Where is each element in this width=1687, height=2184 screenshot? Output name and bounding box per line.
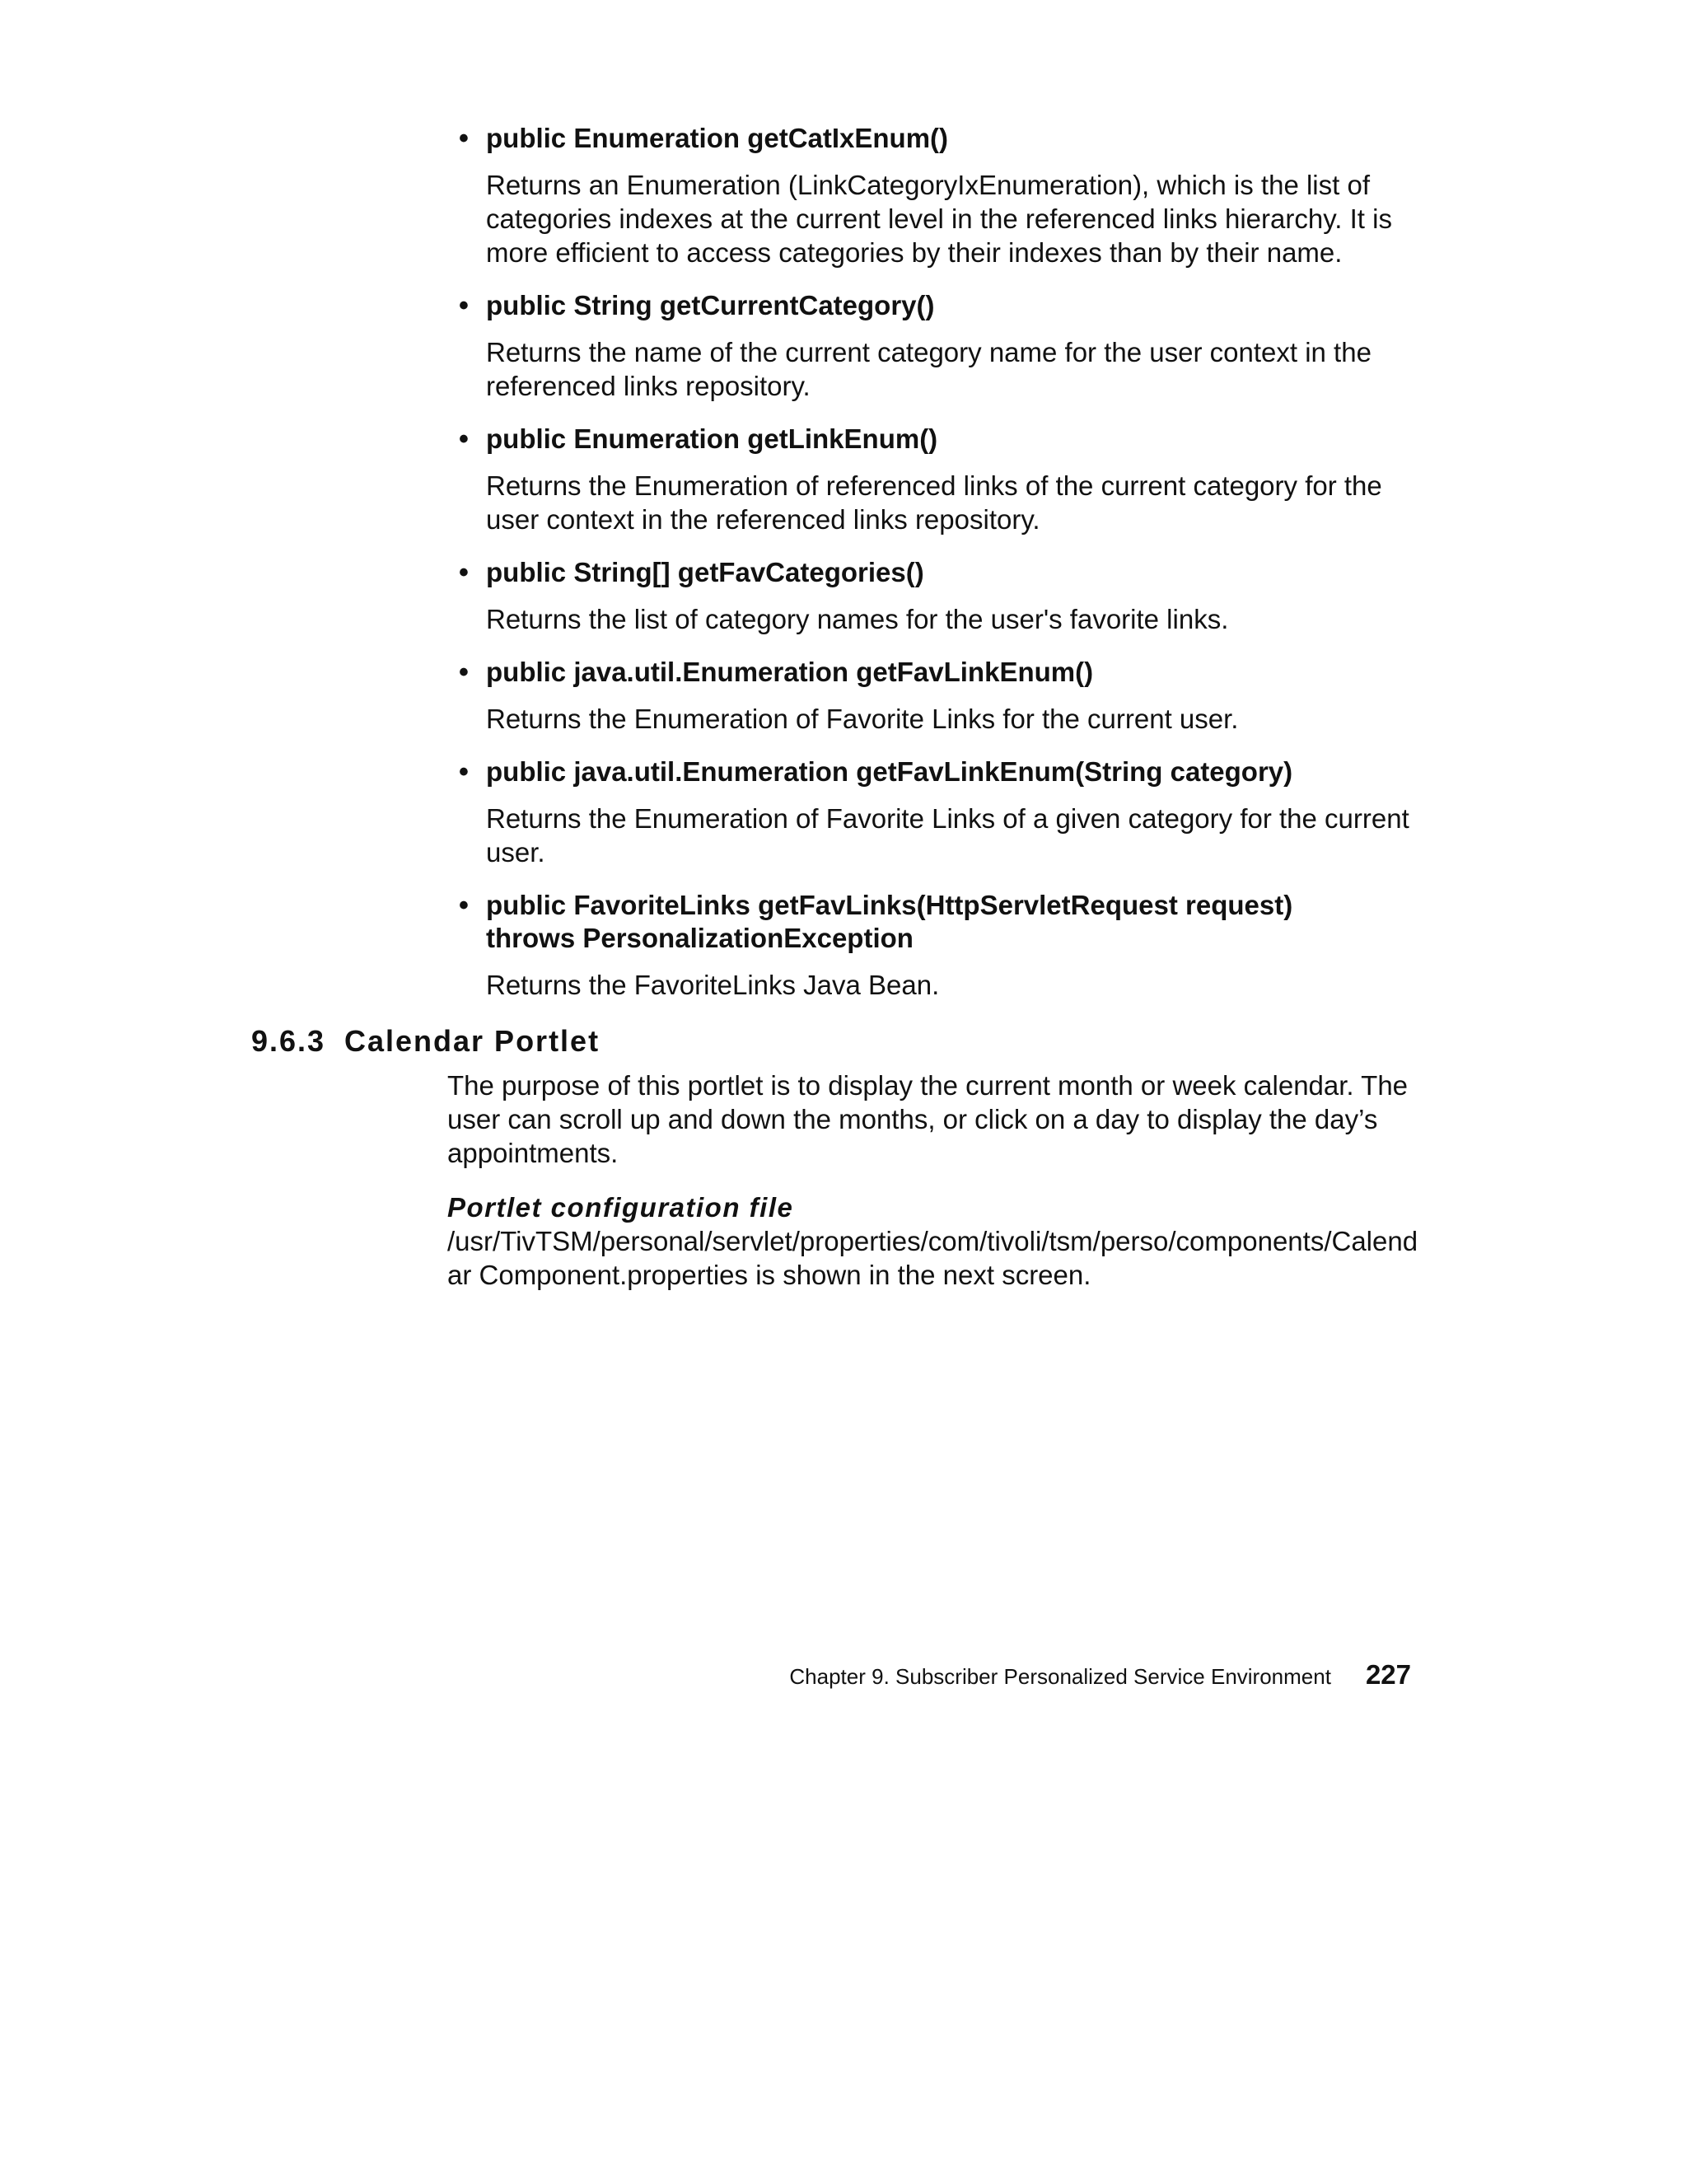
bullet: • — [459, 756, 469, 788]
bullet: • — [459, 123, 469, 154]
method-description: Returns the Enumeration of Favorite Links for the current user. — [486, 704, 1239, 734]
section-title: Calendar Portlet — [344, 1024, 600, 1058]
method-signature: public Enumeration getCatIxEnum() — [486, 123, 949, 153]
page-footer — [789, 1660, 1411, 1691]
method-signature: public String getCurrentCategory() — [486, 290, 935, 320]
method-item-getcurrentcategory — [459, 289, 1423, 403]
bullet: • — [459, 890, 469, 921]
method-description: Returns an Enumeration (LinkCategoryIxEnumeration), which is the list of categories indexes at the current level in the referenced links hierarchy. It is more efficient to access categories by their indexes than by their name. — [486, 170, 1392, 268]
method-signature: public Enumeration getLinkEnum() — [486, 423, 938, 454]
section-heading — [251, 1023, 600, 1059]
footer-chapter-title: Chapter 9. Subscriber Personalized Service Environment — [789, 1664, 1331, 1689]
method-signature: public FavoriteLinks getFavLinks(HttpServletRequest request) throws PersonalizationException — [486, 890, 1293, 953]
method-description: Returns the Enumeration of referenced links of the current category for the user context in the referenced links repository. — [486, 470, 1382, 535]
section-intro: The purpose of this portlet is to display the current month or week calendar. The user can scroll up and down the months, or click on a day to display the day’s appointments. — [447, 1070, 1409, 1168]
bullet: • — [459, 423, 469, 455]
bullet: • — [459, 657, 469, 688]
section-number: 9.6.3 — [251, 1024, 326, 1058]
config-path-text: /usr/TivTSM/personal/servlet/properties/com/tivoli/tsm/perso/components/Calendar Component.properties is shown in the next screen. — [447, 1226, 1418, 1290]
bullet: • — [459, 290, 469, 321]
method-description: Returns the Enumeration of Favorite Links of a given category for the current user. — [486, 803, 1409, 868]
method-item-getfavlinkenum-category — [459, 755, 1423, 869]
method-item-getfavcategories — [459, 556, 1423, 636]
method-item-getfavlinks — [459, 889, 1423, 1002]
method-description: Returns the FavoriteLinks Java Bean. — [486, 970, 940, 1000]
bullet: • — [459, 557, 469, 588]
method-signature: public java.util.Enumeration getFavLinkEnum(String category) — [486, 756, 1293, 787]
method-item-getfavlinkenum — [459, 656, 1423, 736]
method-item-getlinkenum — [459, 423, 1423, 536]
method-signature: public String[] getFavCategories() — [486, 557, 924, 587]
method-description: Returns the name of the current category name for the user context in the referenced links repository. — [486, 337, 1372, 401]
method-description: Returns the list of category names for the user's favorite links. — [486, 604, 1229, 634]
method-list — [459, 122, 1423, 1022]
section-body — [447, 1069, 1428, 1292]
config-heading: Portlet configuration file — [447, 1192, 794, 1223]
method-item-getcatixenum — [459, 122, 1423, 269]
method-signature: public java.util.Enumeration getFavLinkEnum() — [486, 657, 1094, 687]
page-number: 227 — [1365, 1659, 1411, 1690]
